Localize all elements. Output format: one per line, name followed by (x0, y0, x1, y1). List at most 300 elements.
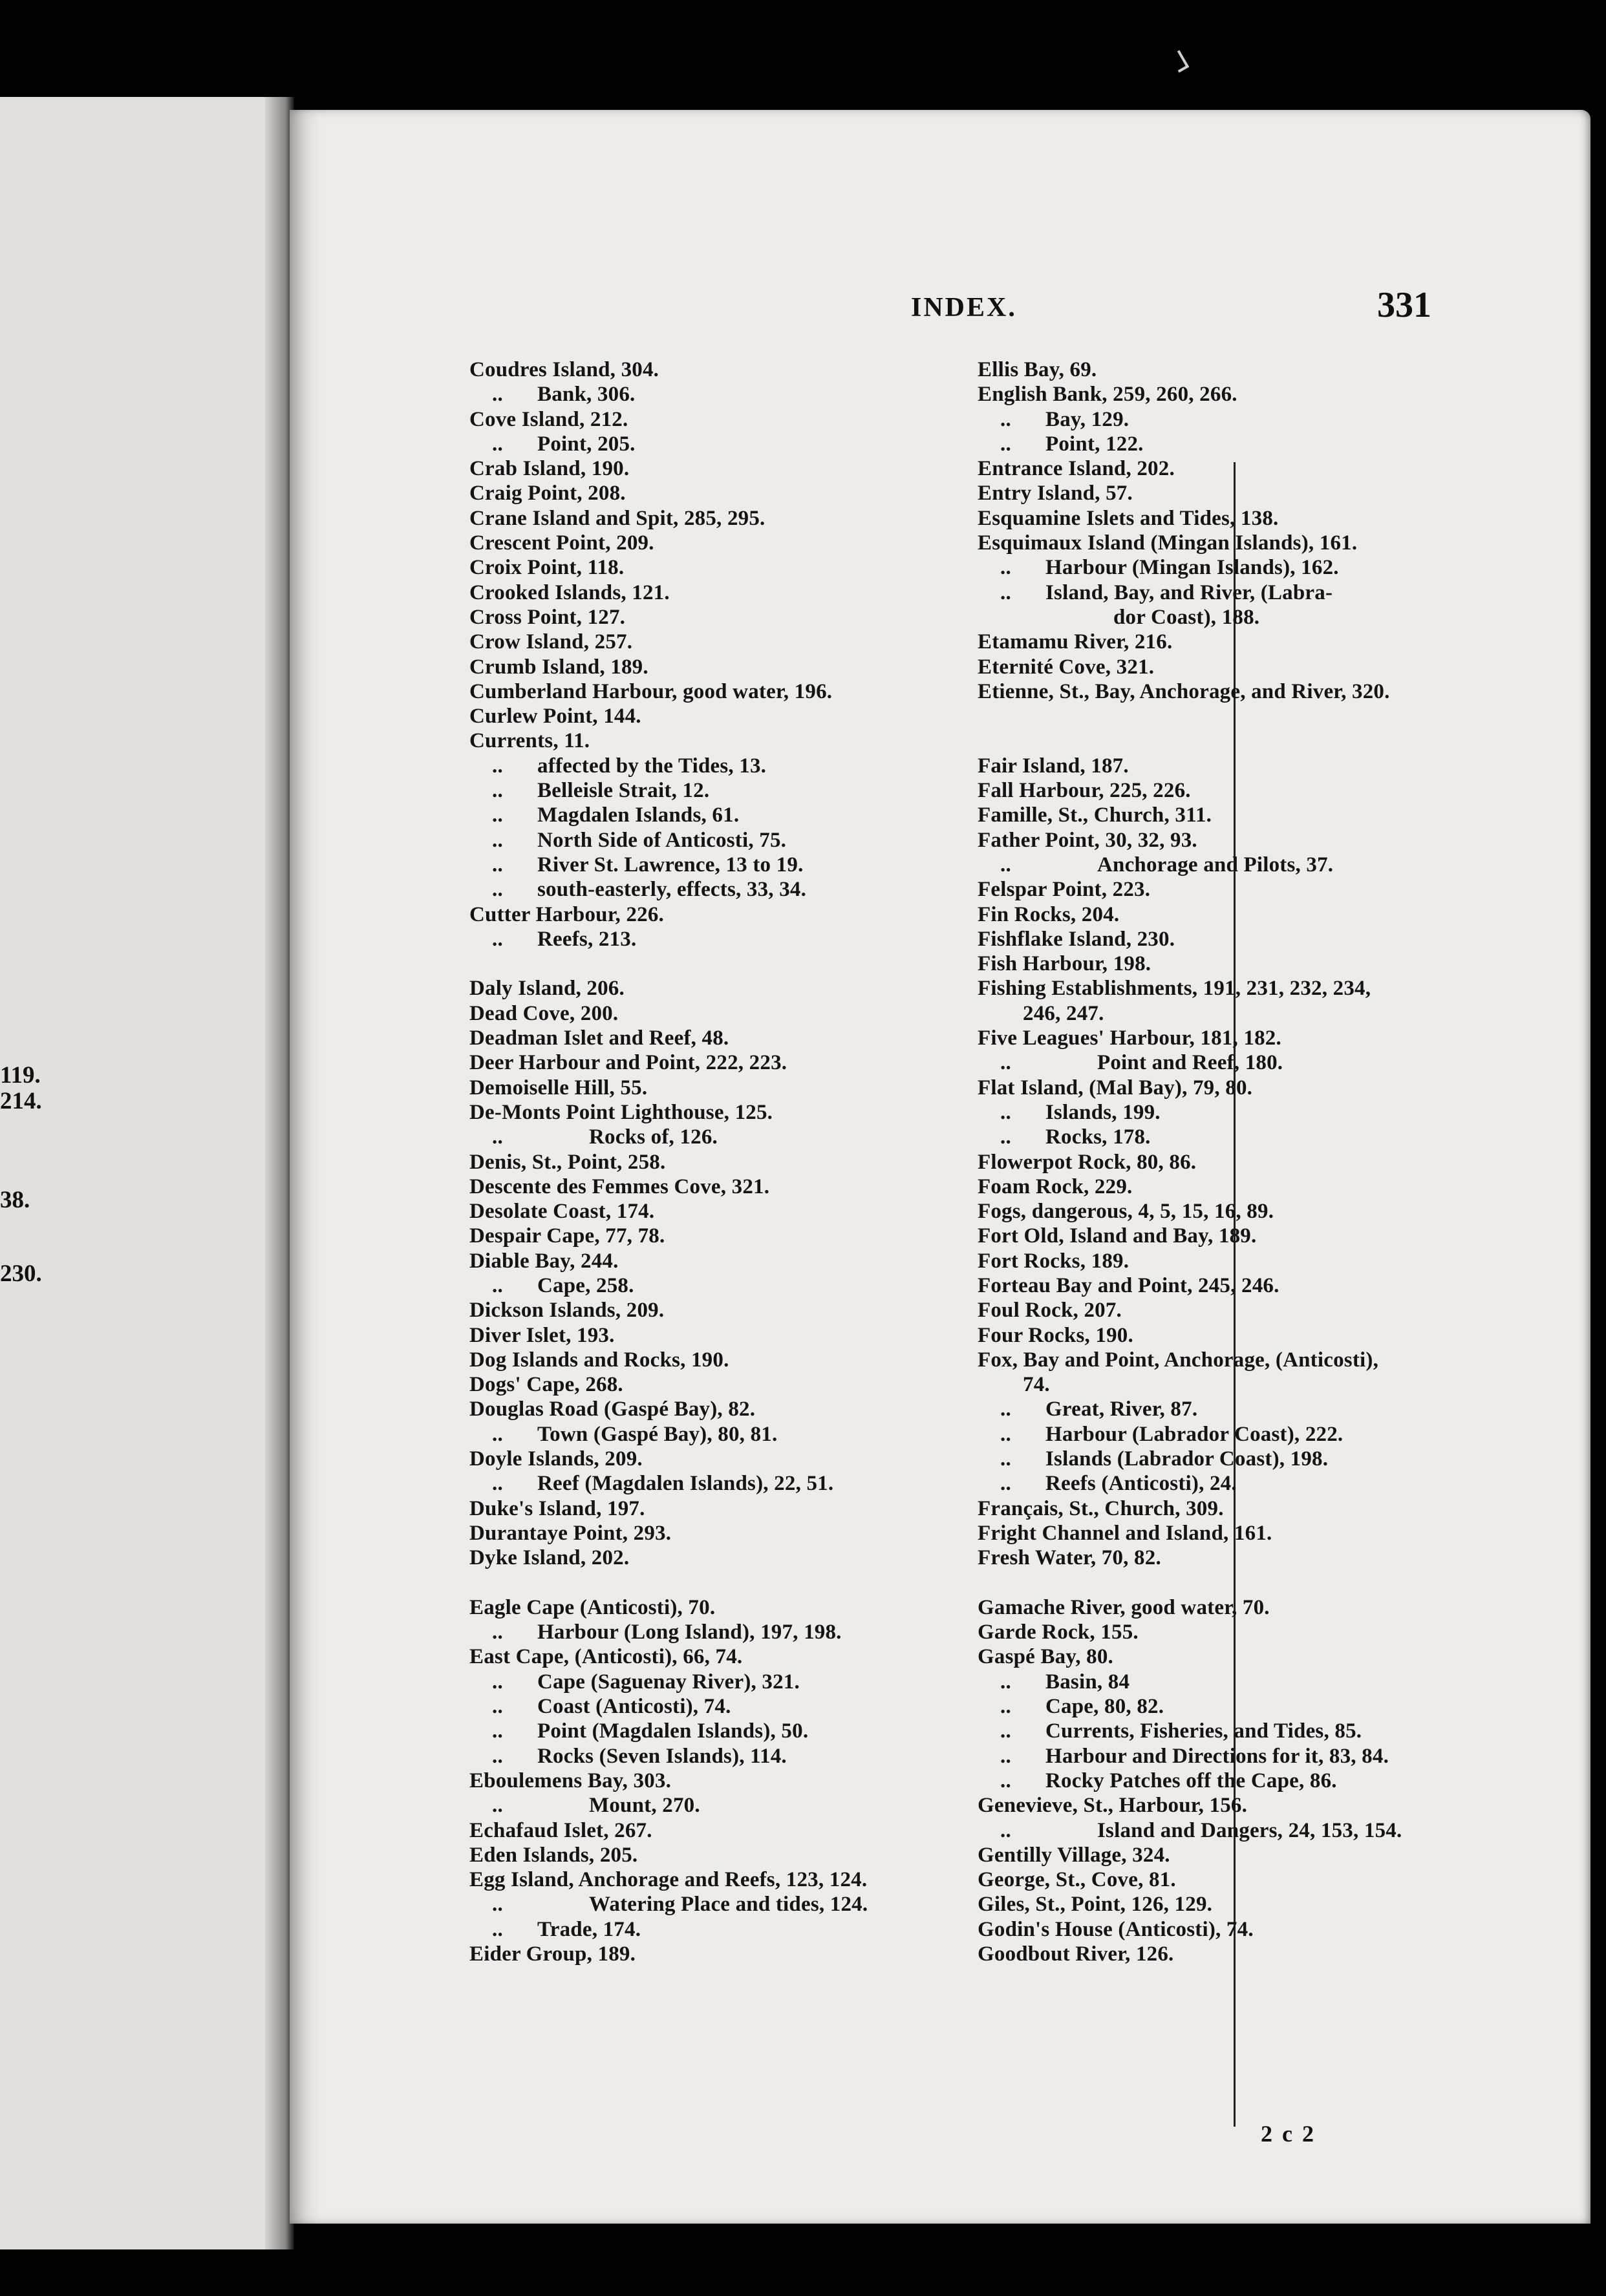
entry-text: Fort Old, Island and Bay, 189. (978, 1224, 1257, 1248)
ditto-leader: .. (492, 803, 503, 827)
index-entry (978, 679, 1443, 704)
index-entry (469, 655, 935, 679)
index-entry (978, 1769, 1443, 1793)
index-entry (469, 1422, 935, 1447)
entry-text: Eider Group, 189. (469, 1942, 636, 1966)
entry-text: Fort Rocks, 189. (978, 1249, 1130, 1273)
ditto-leader: .. (492, 1422, 503, 1446)
index-entry (978, 1397, 1443, 1421)
index-entry (469, 1471, 935, 1496)
index-entry (469, 1249, 935, 1273)
index-entry (469, 1100, 935, 1125)
entry-text: Denis, St., Point, 258. (469, 1150, 666, 1174)
ditto-leader: .. (492, 383, 503, 407)
section-gap (469, 1571, 935, 1595)
entry-text: Diable Bay, 244. (469, 1249, 619, 1273)
index-entry (469, 1224, 935, 1248)
index-column-right (978, 357, 1443, 1966)
index-entry (469, 1372, 935, 1397)
index-entry (469, 1719, 935, 1743)
index-entry (469, 407, 935, 432)
entry-text: 246, 247. (1023, 1001, 1104, 1025)
index-entry (978, 531, 1443, 555)
section-gap (978, 704, 1443, 728)
index-entry (469, 1892, 935, 1917)
entry-text: Point and Reef, 180. (1097, 1051, 1283, 1075)
ditto-leader: .. (492, 1744, 503, 1768)
entry-text: Crane Island and Spit, 285, 295. (469, 506, 766, 530)
entry-text: Fin Rocks, 204. (978, 902, 1120, 926)
index-entry (978, 1496, 1443, 1521)
entry-text: Deadman Islet and Reef, 48. (469, 1026, 729, 1050)
index-entry (978, 580, 1443, 605)
ditto-leader: .. (1000, 1398, 1011, 1421)
entry-text: Harbour (Labrador Coast), 222. (1045, 1422, 1344, 1446)
index-entry (978, 1050, 1443, 1075)
ditto-leader: .. (1000, 1670, 1011, 1694)
index-entry (978, 1843, 1443, 1867)
entry-text: Rocks of, 126. (589, 1125, 718, 1149)
entry-text: Fresh Water, 70, 82. (978, 1546, 1161, 1570)
ditto-leader: .. (1000, 1472, 1011, 1496)
page-number: 331 (1377, 285, 1431, 325)
entry-text: George, St., Cove, 81. (978, 1868, 1176, 1892)
index-entry (978, 1818, 1443, 1843)
entry-text: Point (Magdalen Islands), 50. (537, 1719, 809, 1743)
ditto-leader: .. (1000, 1125, 1011, 1149)
index-entry (978, 1546, 1443, 1570)
entry-text: Five Leagues' Harbour, 181, 182. (978, 1026, 1281, 1050)
entry-text: Cape, 258. (537, 1273, 634, 1297)
index-entry (469, 1670, 935, 1694)
entry-text: Famille, St., Church, 311. (978, 803, 1212, 827)
index-entry (978, 1595, 1443, 1620)
index-entry (978, 357, 1443, 382)
entry-text: Reefs (Anticosti), 24. (1045, 1472, 1237, 1496)
index-entry (978, 407, 1443, 432)
entry-text: Cove Island, 212. (469, 407, 628, 431)
ditto-leader: .. (492, 779, 503, 803)
entry-text: Deer Harbour and Point, 222, 223. (469, 1051, 787, 1075)
index-entry (469, 927, 935, 951)
ditto-leader: .. (1000, 556, 1011, 580)
entry-text: Anchorage and Pilots, 37. (1097, 853, 1334, 877)
index-entry (469, 1496, 935, 1521)
index-entry (469, 1769, 935, 1793)
ditto-leader: .. (1000, 432, 1011, 456)
entry-text: Currents, 11. (469, 729, 590, 753)
index-entry (978, 1867, 1443, 1892)
entry-text: Point, 205. (537, 432, 636, 456)
index-entry (469, 1644, 935, 1669)
entry-text: Harbour (Mingan Islands), 162. (1045, 556, 1339, 580)
ditto-leader: .. (492, 853, 503, 877)
entry-text: Fish Harbour, 198. (978, 952, 1151, 976)
index-entry (978, 1348, 1443, 1372)
entry-text: River St. Lawrence, 13 to 19. (537, 853, 804, 877)
index-entry (978, 382, 1443, 407)
entry-text: Reef (Magdalen Islands), 22, 51. (537, 1472, 834, 1496)
index-entry (469, 679, 935, 704)
index-entry (469, 1125, 935, 1149)
ditto-leader: .. (1000, 1100, 1011, 1124)
ditto-leader: .. (492, 1472, 503, 1496)
entry-text: Fair Island, 187. (978, 754, 1129, 778)
entry-text: Rocky Patches off the Cape, 86. (1045, 1769, 1337, 1792)
entry-text: Eagle Cape (Anticosti), 70. (469, 1595, 716, 1619)
entry-text: North Side of Anticosti, 75. (537, 828, 787, 852)
entry-text: Esquimaux Island (Mingan Islands), 161. (978, 531, 1358, 555)
index-entry (978, 1620, 1443, 1644)
index-entry (978, 456, 1443, 481)
index-entry (469, 976, 935, 1001)
entry-text: Godin's House (Anticosti), 74. (978, 1917, 1254, 1941)
entry-text: Giles, St., Point, 126, 129. (978, 1893, 1213, 1917)
entry-text: Gentilly Village, 324. (978, 1843, 1170, 1867)
index-entry (978, 1447, 1443, 1471)
entry-text: Fright Channel and Island, 161. (978, 1521, 1272, 1545)
index-entry (469, 1026, 935, 1050)
entry-text: Gamache River, good water, 70. (978, 1595, 1270, 1619)
entry-text: Dickson Islands, 209. (469, 1299, 665, 1323)
entry-text: Basin, 84 (1045, 1670, 1130, 1694)
index-entry (469, 1595, 935, 1620)
index-entry (469, 1744, 935, 1769)
index-entry (978, 432, 1443, 456)
entry-text: dor Coast), 188. (1113, 605, 1260, 629)
index-entry (469, 357, 935, 382)
index-entry (978, 1521, 1443, 1546)
index-entry (978, 1175, 1443, 1199)
entry-text: Four Rocks, 190. (978, 1323, 1133, 1347)
entry-text: Point, 122. (1045, 432, 1144, 456)
index-entry (978, 754, 1443, 778)
entry-text: Crumb Island, 189. (469, 655, 648, 679)
ditto-leader: .. (1000, 407, 1011, 431)
entry-text: Flowerpot Rock, 80, 86. (978, 1150, 1197, 1174)
entry-text: Flat Island, (Mal Bay), 79, 80. (978, 1076, 1253, 1100)
index-entry (978, 877, 1443, 902)
ditto-leader: .. (492, 1719, 503, 1743)
index-entry (978, 976, 1443, 1001)
entry-text: Father Point, 30, 32, 93. (978, 828, 1197, 852)
entry-text: Watering Place and tides, 124. (589, 1893, 868, 1917)
previous-page (0, 97, 294, 2249)
index-entry (978, 1100, 1443, 1125)
index-entry (978, 1125, 1443, 1149)
entry-text: Belleisle Strait, 12. (537, 779, 710, 803)
entry-text: Magdalen Islands, 61. (537, 803, 740, 827)
entry-text: Coudres Island, 304. (469, 358, 659, 381)
entry-text: Douglas Road (Gaspé Bay), 82. (469, 1398, 756, 1421)
index-entry (978, 902, 1443, 927)
index-entry (469, 1348, 935, 1372)
entry-text: Eden Islands, 205. (469, 1843, 638, 1867)
entry-text: Rocks, 178. (1045, 1125, 1151, 1149)
prev-page-fragment: 119. (0, 1062, 41, 1089)
entry-text: Dog Islands and Rocks, 190. (469, 1348, 729, 1372)
entry-text: Despair Cape, 77, 78. (469, 1224, 665, 1248)
section-gap (469, 951, 935, 976)
index-entry (978, 655, 1443, 679)
index-entry (978, 481, 1443, 505)
entry-text: Demoiselle Hill, 55. (469, 1076, 648, 1100)
index-entry (978, 1150, 1443, 1175)
entry-text: De-Monts Point Lighthouse, 125. (469, 1100, 773, 1124)
entry-text: south-easterly, effects, 33, 34. (537, 878, 807, 902)
entry-text: Dead Cove, 200. (469, 1001, 619, 1025)
index-entry (978, 1644, 1443, 1669)
index-entry (978, 605, 1443, 630)
entry-text: Echafaud Islet, 267. (469, 1818, 652, 1842)
entry-text: Dogs' Cape, 268. (469, 1373, 623, 1397)
index-entry (469, 531, 935, 555)
entry-text: Felspar Point, 223. (978, 878, 1151, 902)
index-entry (469, 1620, 935, 1644)
ditto-leader: .. (492, 432, 503, 456)
ditto-leader: .. (492, 927, 503, 951)
entry-text: Duke's Island, 197. (469, 1496, 645, 1520)
index-entry (978, 1471, 1443, 1496)
index-entry (469, 432, 935, 456)
entry-text: Reefs, 213. (537, 927, 637, 951)
printer-signature: 2 c 2 (1261, 2121, 1316, 2147)
index-entry (469, 382, 935, 407)
entry-text: Rocks (Seven Islands), 114. (537, 1744, 787, 1768)
index-entry (469, 853, 935, 877)
entry-text: Dyke Island, 202. (469, 1546, 630, 1570)
entry-text: Etienne, St., Bay, Anchorage, and River, 320. (978, 679, 1390, 703)
entry-text: Doyle Islands, 209. (469, 1447, 643, 1471)
entry-text: Currents, Fisheries, and Tides, 85. (1045, 1719, 1362, 1743)
index-entry (978, 506, 1443, 531)
index-entry (469, 1843, 935, 1867)
index-page (290, 110, 1590, 2224)
entry-text: Etamamu River, 216. (978, 630, 1173, 654)
index-entry (978, 1917, 1443, 1942)
index-entry (978, 1273, 1443, 1298)
entry-text: Cutter Harbour, 226. (469, 902, 664, 926)
entry-text: Curlew Point, 144. (469, 705, 641, 728)
index-entry (978, 1422, 1443, 1447)
index-entry (978, 1224, 1443, 1248)
ditto-leader: .. (1000, 1422, 1011, 1446)
index-entry (469, 877, 935, 902)
index-entry (978, 1199, 1443, 1224)
ditto-leader: .. (492, 878, 503, 902)
index-entry (469, 1199, 935, 1224)
index-entry (469, 1298, 935, 1323)
entry-text: Harbour and Directions for it, 83, 84. (1045, 1744, 1389, 1768)
prev-page-fragment: 38. (0, 1187, 30, 1213)
entry-text: Desolate Coast, 174. (469, 1200, 655, 1224)
index-entry (978, 853, 1443, 877)
entry-text: Ellis Bay, 69. (978, 358, 1097, 381)
index-entry (469, 754, 935, 778)
index-entry (978, 1793, 1443, 1818)
index-entry (978, 1744, 1443, 1769)
ditto-leader: .. (1000, 1818, 1011, 1842)
entry-text: Fall Harbour, 225, 226. (978, 779, 1191, 803)
index-entry (978, 927, 1443, 951)
entry-text: Diver Islet, 193. (469, 1323, 615, 1347)
entry-text: Foul Rock, 207. (978, 1299, 1122, 1323)
index-entry (978, 1298, 1443, 1323)
ditto-leader: .. (1000, 853, 1011, 877)
entry-text: Daly Island, 206. (469, 977, 625, 1001)
entry-text: Français, St., Church, 309. (978, 1496, 1224, 1520)
index-entry (469, 902, 935, 927)
entry-text: Mount, 270. (589, 1794, 700, 1818)
ditto-leader: .. (492, 1893, 503, 1917)
entry-text: Eboulemens Bay, 303. (469, 1769, 672, 1792)
index-entry (469, 1793, 935, 1818)
index-entry (469, 506, 935, 531)
entry-text: Cross Point, 127. (469, 605, 626, 629)
entry-text: affected by the Tides, 13. (537, 754, 767, 778)
entry-text: Crooked Islands, 121. (469, 580, 670, 604)
index-entry (978, 828, 1443, 853)
index-entry (469, 1917, 935, 1942)
index-entry (469, 728, 935, 753)
entry-text: Harbour (Long Island), 197, 198. (537, 1621, 842, 1644)
ditto-leader: .. (1000, 580, 1011, 604)
entry-text: Fishing Establishments, 191, 231, 232, 234, (978, 977, 1371, 1001)
scan-artifact (1170, 50, 1190, 73)
index-entry (469, 1076, 935, 1100)
ditto-leader: .. (1000, 1051, 1011, 1075)
entry-text: Entry Island, 57. (978, 482, 1133, 505)
entry-text: Foam Rock, 229. (978, 1175, 1133, 1198)
index-entry (469, 1397, 935, 1421)
ditto-leader: .. (1000, 1695, 1011, 1719)
index-entry (469, 1867, 935, 1892)
index-entry (469, 1942, 935, 1966)
index-entry (978, 803, 1443, 827)
entry-text: Forteau Bay and Point, 245, 246. (978, 1273, 1279, 1297)
entry-text: Durantaye Point, 293. (469, 1521, 672, 1545)
ditto-leader: .. (492, 1621, 503, 1644)
ditto-leader: .. (492, 1125, 503, 1149)
entry-text: Islands (Labrador Coast), 198. (1045, 1447, 1329, 1471)
index-entry (978, 1249, 1443, 1273)
index-entry (469, 1001, 935, 1026)
section-gap (978, 1571, 1443, 1595)
index-entry (469, 1050, 935, 1075)
entry-text: Bay, 129. (1045, 407, 1130, 431)
entry-text: Goodbout River, 126. (978, 1942, 1174, 1966)
index-entry (469, 630, 935, 654)
index-entry (469, 778, 935, 803)
entry-text: Coast (Anticosti), 74. (537, 1695, 731, 1719)
entry-text: Crescent Point, 209. (469, 531, 654, 555)
entry-text: Entrance Island, 202. (978, 457, 1175, 481)
index-entry (978, 1026, 1443, 1050)
ditto-leader: .. (492, 828, 503, 852)
ditto-leader: .. (492, 1917, 503, 1941)
running-head: INDEX. (911, 293, 1017, 323)
index-column-left (469, 357, 935, 1966)
entry-text: East Cape, (Anticosti), 66, 74. (469, 1645, 743, 1669)
index-entry (469, 1150, 935, 1175)
entry-text: Island, Bay, and River, (Labra- (1045, 580, 1333, 604)
index-entry (978, 1942, 1443, 1966)
index-entry (469, 1323, 935, 1348)
entry-text: Islands, 199. (1045, 1100, 1161, 1124)
index-entry (978, 1670, 1443, 1694)
entry-text: Genevieve, St., Harbour, 156. (978, 1794, 1248, 1818)
index-entry (469, 555, 935, 580)
entry-text: Crab Island, 190. (469, 457, 630, 481)
entry-text: Descente des Femmes Cove, 321. (469, 1175, 770, 1198)
entry-text: Esquamine Islets and Tides, 138. (978, 506, 1279, 530)
ditto-leader: .. (492, 1695, 503, 1719)
index-entry (469, 1521, 935, 1546)
index-entry (978, 1372, 1443, 1397)
index-entry (469, 1447, 935, 1471)
index-entry (978, 1892, 1443, 1917)
ditto-leader: .. (492, 754, 503, 778)
index-entry (469, 828, 935, 853)
ditto-leader: .. (1000, 1447, 1011, 1471)
entry-text: Cape, 80, 82. (1045, 1695, 1164, 1719)
entry-text: Trade, 174. (537, 1917, 641, 1941)
ditto-leader: .. (1000, 1744, 1011, 1768)
index-entry (978, 1076, 1443, 1100)
entry-text: Crow Island, 257. (469, 630, 633, 654)
ditto-leader: .. (492, 1273, 503, 1297)
index-entry (978, 1001, 1443, 1026)
index-entry (978, 778, 1443, 803)
entry-text: Fox, Bay and Point, Anchorage, (Anticosti), (978, 1348, 1379, 1372)
index-entry (469, 803, 935, 827)
ditto-leader: .. (492, 1794, 503, 1818)
prev-page-fragment: 230. (0, 1260, 42, 1287)
index-entry (978, 555, 1443, 580)
entry-text: Croix Point, 118. (469, 556, 625, 580)
entry-text: Great, River, 87. (1045, 1398, 1198, 1421)
ditto-leader: .. (492, 1670, 503, 1694)
entry-text: Fishflake Island, 230. (978, 927, 1175, 951)
index-entry (469, 580, 935, 605)
entry-text: Cumberland Harbour, good water, 196. (469, 679, 833, 703)
index-entry (978, 1323, 1443, 1348)
index-entry (469, 1273, 935, 1298)
index-entry (978, 630, 1443, 654)
index-entry (469, 704, 935, 728)
entry-text: Garde Rock, 155. (978, 1621, 1139, 1644)
index-entry (978, 1694, 1443, 1719)
entry-text: Eternité Cove, 321. (978, 655, 1155, 679)
index-entry (469, 1175, 935, 1199)
entry-text: Gaspé Bay, 80. (978, 1645, 1114, 1669)
index-entry (469, 605, 935, 630)
prev-page-fragment: 214. (0, 1088, 42, 1114)
ditto-leader: .. (1000, 1719, 1011, 1743)
entry-text: Town (Gaspé Bay), 80, 81. (537, 1422, 778, 1446)
ditto-leader: .. (1000, 1769, 1011, 1792)
index-entry (469, 1694, 935, 1719)
entry-text: Cape (Saguenay River), 321. (537, 1670, 800, 1694)
entry-text: 74. (1023, 1373, 1050, 1397)
index-entry (469, 481, 935, 505)
entry-text: Bank, 306. (537, 383, 636, 407)
index-entry (469, 1818, 935, 1843)
index-entry (469, 1546, 935, 1570)
entry-text: Island and Dangers, 24, 153, 154. (1097, 1818, 1402, 1842)
index-entry (978, 1719, 1443, 1743)
entry-text: Fogs, dangerous, 4, 5, 15, 16, 89. (978, 1200, 1274, 1224)
